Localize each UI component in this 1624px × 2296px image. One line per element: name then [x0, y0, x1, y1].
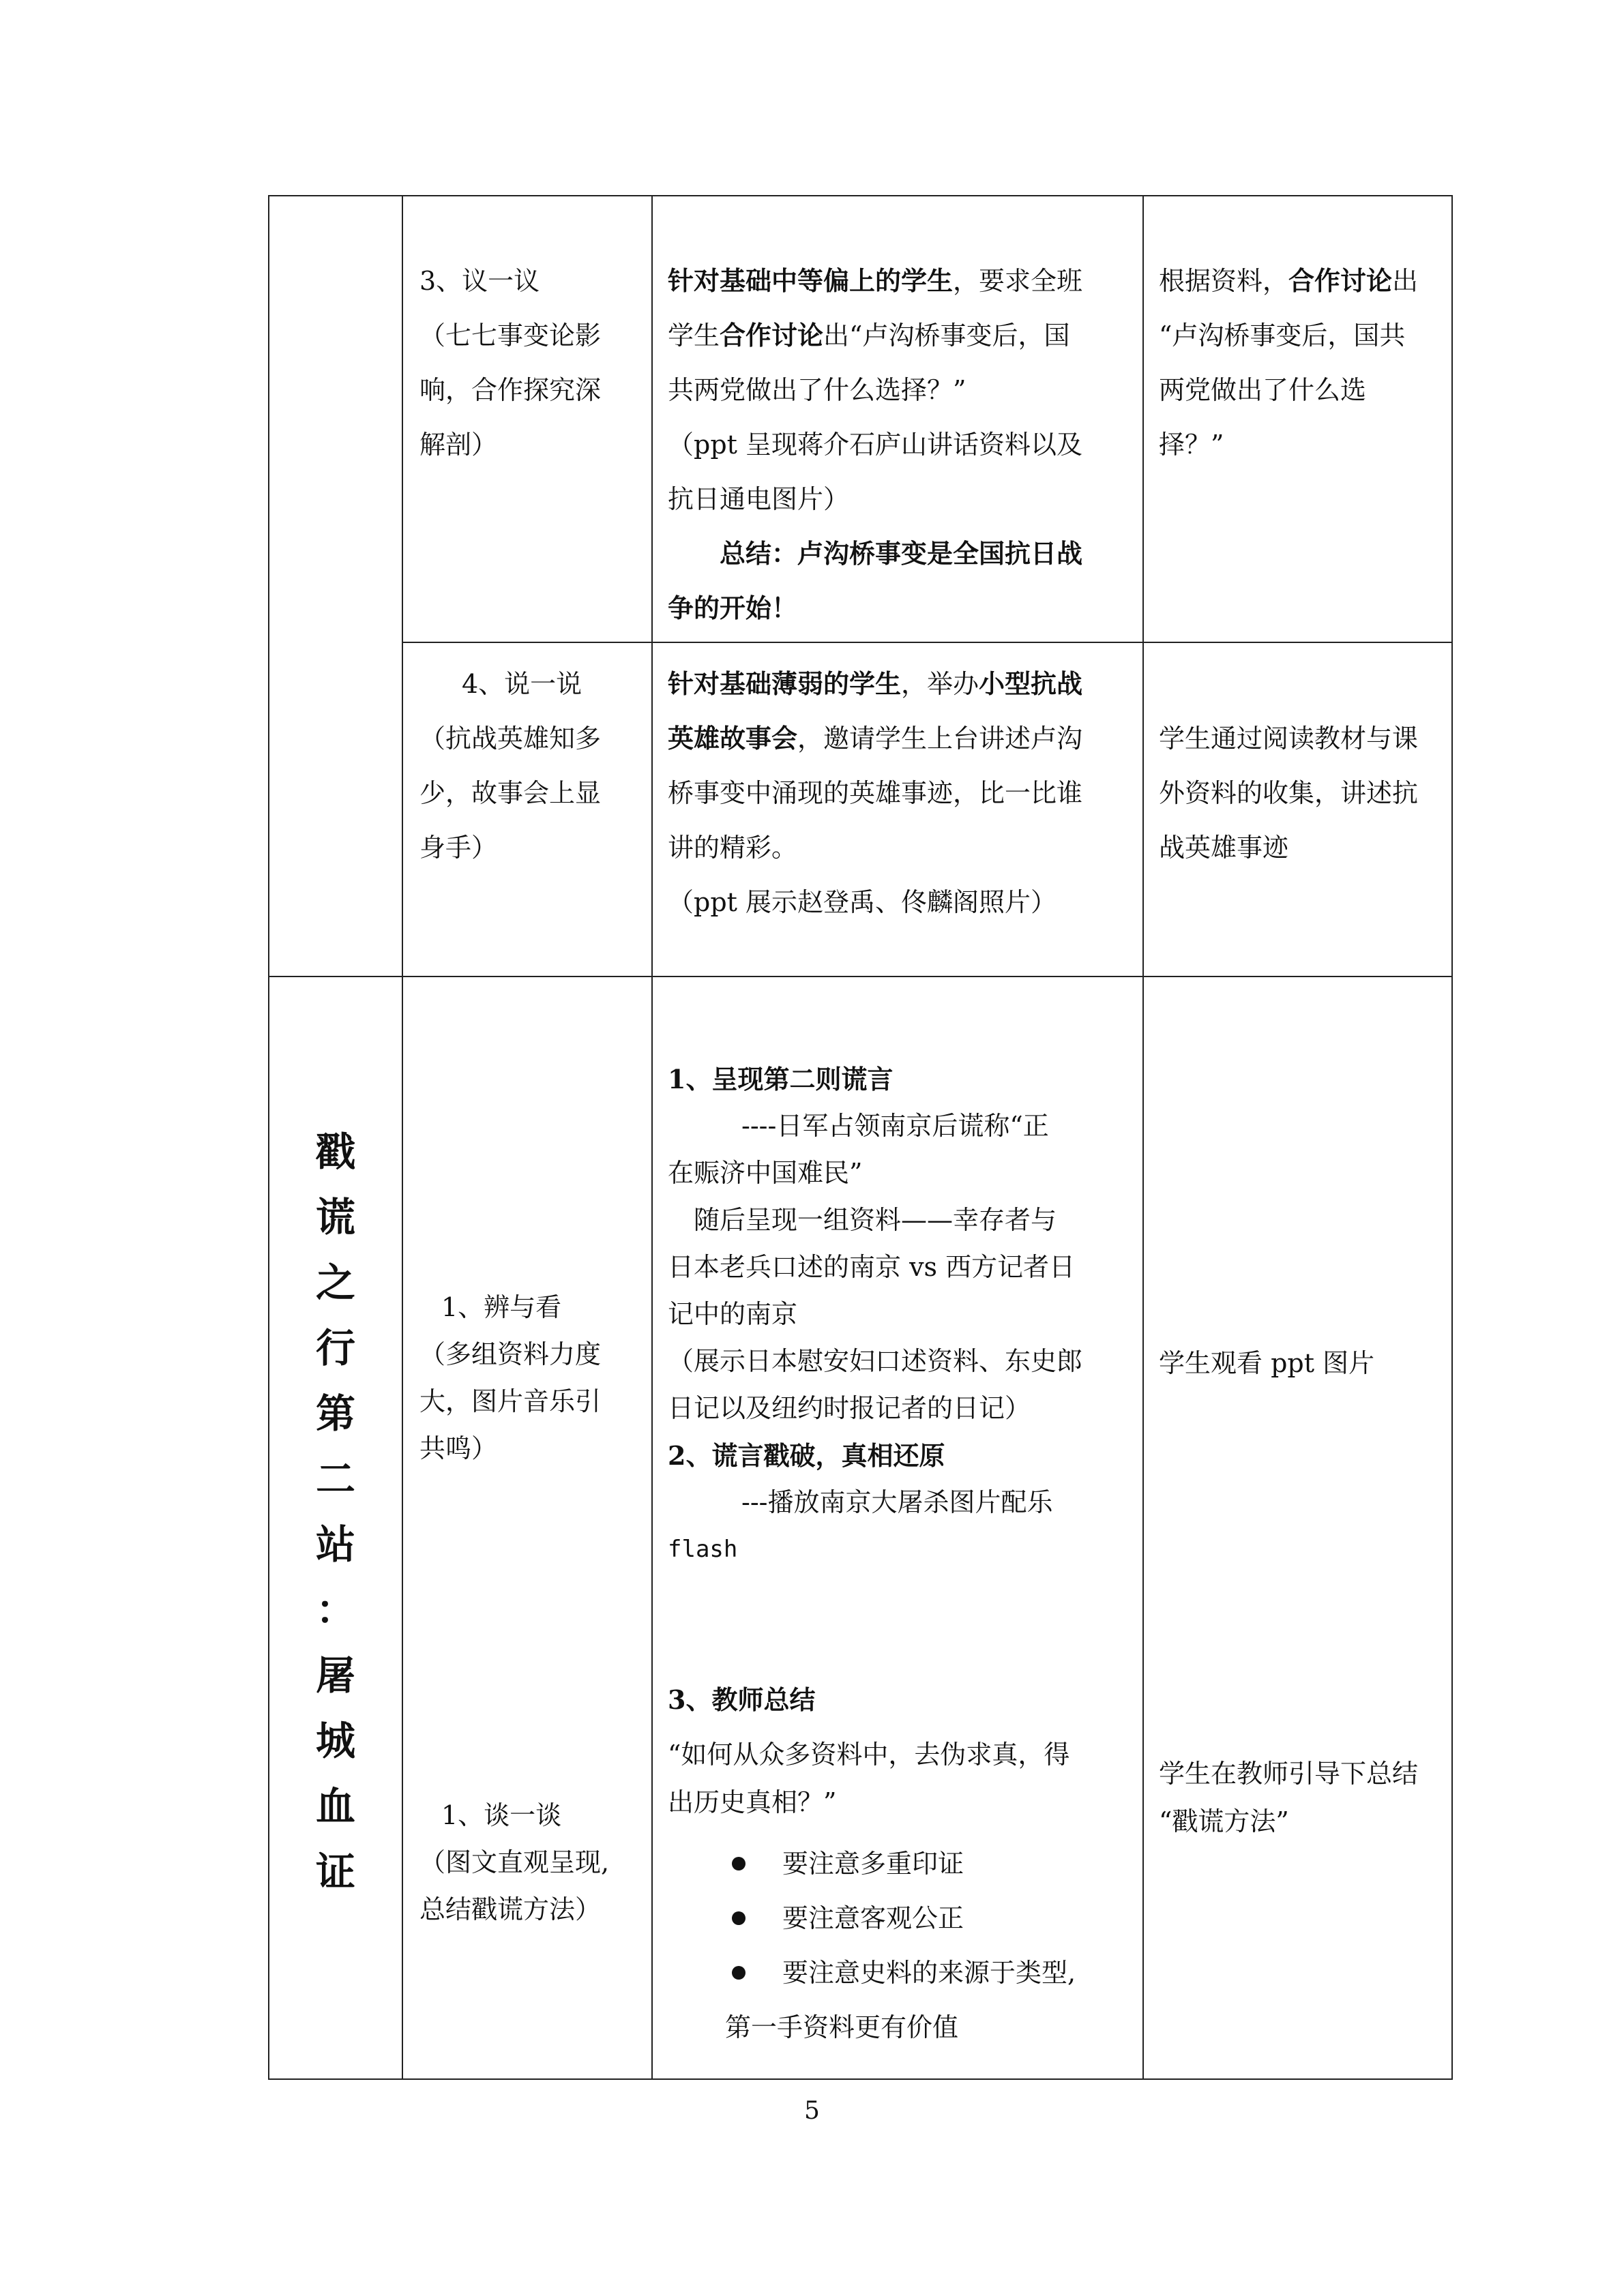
activity-desc-line: 共鸣） — [419, 1433, 498, 1463]
page-number: 5 — [804, 2097, 820, 2125]
teacher-line: flash — [668, 1536, 738, 1563]
activity-desc-line: 解剖） — [419, 430, 498, 460]
emphasis-text: 针对基础薄弱的学生 — [668, 668, 902, 699]
text: ，举办 — [901, 669, 979, 699]
teacher-line: ---播放南京大屠杀图片配乐 — [741, 1487, 1053, 1517]
table-row — [269, 196, 1452, 642]
activity-cell — [402, 976, 652, 2079]
activity-title: 4、说一说 — [462, 669, 582, 699]
activity-desc-line: （图文直观呈现, — [419, 1847, 610, 1877]
teacher-line — [668, 657, 1082, 711]
bullet-item: 要注意史料的来源于类型, — [782, 1958, 1076, 1988]
teacher-line: 记中的南京 — [668, 1299, 798, 1329]
stage-char: 谎 — [315, 1194, 355, 1240]
teacher-line: 日记以及纽约时报记者的日记） — [668, 1393, 1031, 1423]
table-row — [269, 976, 1452, 2079]
summary-line: 争的开始！ — [668, 593, 798, 623]
student-line: “卢沟桥事变后，国共 — [1159, 320, 1406, 351]
activity-title: 3、议一议 — [419, 266, 540, 296]
activity-cell — [402, 196, 652, 642]
student-activity-cell — [1143, 642, 1452, 976]
teacher-activity-cell — [652, 976, 1143, 2079]
student-line: 学生观看 ppt 图片 — [1159, 1348, 1375, 1378]
stage-char: 城 — [315, 1718, 355, 1764]
stage-char: ： — [315, 1587, 355, 1633]
teacher-line: 桥事变中涌现的英雄事迹，比一比谁 — [668, 778, 1083, 808]
teacher-line: 随后呈现一组资料——幸存者与 — [694, 1205, 1057, 1235]
emphasis-text: 小型抗战 — [979, 668, 1083, 699]
text: ，要求全班 — [953, 266, 1083, 296]
bullet-item: 要注意多重印证 — [782, 1849, 964, 1879]
teacher-activity-cell — [652, 196, 1143, 642]
activity-desc-line: 总结戳谎方法） — [419, 1894, 602, 1924]
activity-cell — [402, 642, 652, 976]
section-heading: 2、谎言戳破，真相还原 — [668, 1440, 945, 1471]
teacher-line: 抗日通电图片） — [668, 484, 850, 514]
bullet-item: 要注意客观公正 — [782, 1903, 964, 1933]
table-row — [269, 642, 1452, 976]
teacher-line: “如何从众多资料中，去伪求真，得 — [668, 1740, 1070, 1770]
student-line — [1159, 254, 1418, 308]
stage-title-cell — [269, 976, 402, 2079]
teacher-line: （ppt 呈现蒋介石庐山讲话资料以及 — [668, 430, 1083, 460]
student-activity-cell — [1143, 196, 1452, 642]
emphasis-text: 合作讨论 — [720, 320, 824, 351]
emphasis-text: 合作讨论 — [1288, 265, 1393, 296]
student-line: 两党做出了什么选 — [1159, 375, 1367, 405]
teacher-line — [668, 711, 1082, 766]
teacher-line: 在赈济中国难民” — [668, 1158, 863, 1188]
teacher-line: 日本老兵口述的南京 vs 西方记者日 — [668, 1252, 1076, 1282]
activity-desc-line: 大，图片音乐引 — [419, 1386, 602, 1416]
stage-char: 屠 — [315, 1652, 355, 1699]
activity-desc-line: （抗战英雄知多 — [419, 724, 602, 754]
text: 根据资料， — [1159, 266, 1289, 296]
stage-char: 证 — [315, 1849, 355, 1895]
teacher-line: 共两党做出了什么选择？” — [668, 375, 966, 405]
teacher-activity-cell — [652, 642, 1143, 976]
student-activity-cell — [1143, 976, 1452, 2079]
teacher-line: （展示日本慰安妇口述资料、东史郎 — [668, 1346, 1083, 1376]
teacher-line: ----日军占领南京后谎称“正 — [741, 1111, 1049, 1141]
stage-cell-empty — [269, 196, 402, 976]
stage-char: 二 — [315, 1456, 355, 1502]
emphasis-text: 针对基础中等偏上的学生 — [668, 265, 954, 296]
stage-char: 戳 — [315, 1129, 355, 1175]
activity-desc-line: 身手） — [419, 833, 498, 863]
student-line: “戳谎方法” — [1159, 1806, 1289, 1836]
activity-title: 1、谈一谈 — [441, 1800, 562, 1830]
text: 出 — [1392, 266, 1419, 296]
bullet-icon — [732, 1966, 745, 1980]
stage-char: 站 — [315, 1521, 355, 1568]
activity-desc-line: 少，故事会上显 — [419, 778, 602, 808]
activity-desc-line: 响，合作探究深 — [419, 375, 602, 405]
student-line: 外资料的收集，讲述抗 — [1159, 778, 1419, 808]
student-line: 择？” — [1159, 430, 1224, 460]
activity-desc-line: （多组资料力度 — [419, 1339, 602, 1369]
student-line: 学生在教师引导下总结 — [1159, 1759, 1419, 1789]
lesson-plan-table — [268, 195, 1453, 2080]
summary-line: 总结：卢沟桥事变是全国抗日战 — [720, 538, 1083, 569]
teacher-line: 出历史真相？” — [668, 1787, 837, 1817]
student-line: 学生通过阅读教材与课 — [1159, 724, 1419, 754]
teacher-line — [668, 254, 1082, 308]
teacher-line: 讲的精彩。 — [668, 833, 798, 863]
section-heading: 1、呈现第二则谎言 — [668, 1064, 894, 1094]
bullet-icon — [732, 1857, 745, 1870]
teacher-line — [668, 308, 1069, 363]
stage-char: 血 — [315, 1783, 355, 1830]
teacher-line: 第一手资料更有价值 — [725, 2012, 959, 2042]
text: ，邀请学生上台讲述卢沟 — [797, 724, 1083, 754]
emphasis-text: 英雄故事会 — [668, 723, 798, 754]
stage-char: 之 — [315, 1259, 355, 1306]
activity-desc-line: （七七事变论影 — [419, 320, 602, 351]
student-line: 战英雄事迹 — [1159, 833, 1289, 863]
section-heading: 3、教师总结 — [668, 1684, 816, 1715]
bullet-icon — [732, 1911, 745, 1925]
text: 学生 — [668, 320, 720, 351]
stage-char: 行 — [315, 1325, 355, 1371]
text: 出“卢沟桥事变后，国 — [823, 320, 1070, 351]
stage-char: 第 — [315, 1390, 355, 1437]
teacher-line: （ppt 展示赵登禹、佟麟阁照片） — [668, 887, 1057, 917]
activity-title: 1、辨与看 — [441, 1292, 562, 1322]
